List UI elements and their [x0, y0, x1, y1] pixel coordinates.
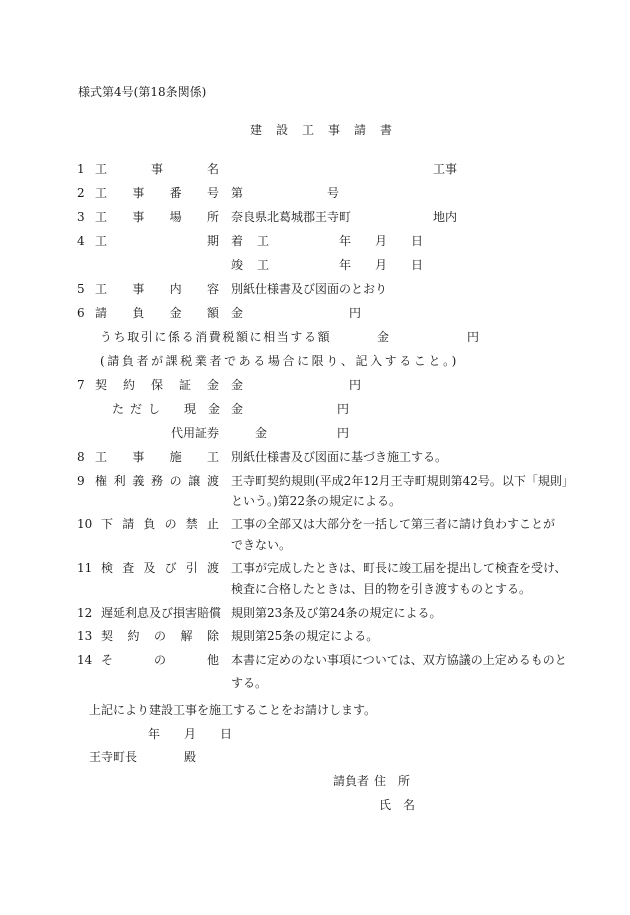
completion-month: 月: [375, 258, 388, 272]
item-text-line: 工事が完成したときは、町長に竣工届を提出して検査を受け、: [231, 561, 567, 575]
item-label: 契 約 の 解 除: [101, 629, 219, 643]
item-label: そ の 他: [101, 653, 219, 667]
item-number: 13: [77, 629, 93, 643]
item-number: 5: [77, 282, 85, 296]
name-label: 氏 名: [379, 798, 416, 812]
item-value: 別紙仕様書及び図面に基づき施工する。: [231, 450, 448, 464]
proviso-yen: 円: [337, 402, 350, 416]
item-text-line: 検査に合格したときは、目的物を引き渡すものとする。: [231, 582, 532, 596]
address-label: 住 所: [374, 774, 411, 788]
start-year: 年: [339, 234, 352, 248]
item-label: 工 事 内 容: [95, 282, 219, 296]
addressee: 王寺町長: [89, 750, 138, 764]
date-day: 日: [220, 727, 233, 741]
bond-yen: 円: [337, 426, 350, 440]
bond-kin: 金: [255, 426, 268, 440]
item-value: 金: [231, 378, 244, 392]
item-number: 10: [77, 517, 93, 531]
tax-label: うち取引に係る消費税額に相当する額: [100, 330, 332, 344]
proviso-kin-2: 金: [231, 402, 244, 416]
yen-unit: 円: [349, 306, 362, 320]
document-title: 建 設 工 事 請 書: [250, 123, 394, 137]
item-label: 工 事 名: [95, 162, 219, 176]
item-value: 奈良県北葛城郡王寺町: [231, 210, 352, 224]
item-label: 工 期: [95, 234, 219, 248]
start-day: 日: [411, 234, 424, 248]
item-suffix: 号: [327, 186, 340, 200]
item-number: 3: [77, 210, 85, 224]
item-value: 規則第23条及び第24条の規定による。: [231, 606, 442, 620]
item-value: 規則第25条の規定による。: [231, 629, 379, 643]
item-value: 別紙仕様書及び図面のとおり: [231, 282, 388, 296]
start-month: 月: [375, 234, 388, 248]
item-label: 契 約 保 証 金: [95, 378, 219, 392]
item-number: 9: [77, 474, 85, 488]
item-number: 8: [77, 450, 85, 464]
proviso-label: ただし 現: [112, 402, 203, 416]
item-text-line: できない。: [231, 538, 292, 552]
item-suffix: 地内: [433, 210, 458, 224]
item-label: 請 負 金 額: [95, 306, 219, 320]
closing-statement: 上記により建設工事を施工することをお請けします。: [89, 703, 377, 717]
item-number: 1: [77, 162, 85, 176]
item-label: 遅延利息及び損害賠償: [101, 606, 222, 620]
item-text-line: する。: [231, 676, 268, 690]
tax-note: (請負者が課税業者である場合に限り、記入すること。): [100, 354, 459, 368]
addressee-honorific: 殿: [184, 750, 197, 764]
start-label: 着 工: [231, 234, 269, 248]
item-text-line: という。)第22条の規定による。: [231, 494, 401, 508]
item-suffix: 工事: [433, 162, 458, 176]
item-label: 検 査 及 び 引 渡: [101, 561, 219, 575]
item-number: 7: [77, 378, 85, 392]
item-number: 14: [77, 653, 93, 667]
item-text-line: 王寺町契約規則(平成2年12月王寺町規則第42号。以下「規則」: [231, 474, 574, 488]
item-label: 下 請 負 の 禁 止: [101, 517, 219, 531]
item-number: 2: [77, 186, 85, 200]
item-text-line: 工事の全部又は大部分を一括して第三者に請け負わすことが: [231, 517, 556, 531]
item-number: 4: [77, 234, 85, 248]
bond-label: 代用証券: [171, 426, 220, 440]
item-label: 工 事 施 工: [95, 450, 219, 464]
item-label: 工 事 番 号: [95, 186, 219, 200]
completion-day: 日: [411, 258, 424, 272]
item-label: 権 利 義 務 の 譲 渡: [95, 474, 219, 488]
completion-year: 年: [339, 258, 352, 272]
tax-yen: 円: [467, 330, 480, 344]
item-value: 金: [231, 306, 244, 320]
item-label: 工 事 場 所: [95, 210, 219, 224]
tax-kin: 金: [377, 330, 390, 344]
form-number: 様式第4号(第18条関係): [78, 85, 207, 99]
item-number: 11: [77, 561, 93, 575]
item-number: 6: [77, 306, 85, 320]
completion-label: 竣 工: [231, 258, 269, 272]
item-value: 第: [231, 186, 244, 200]
contractor-label: 請負者: [333, 774, 370, 788]
item-number: 12: [77, 606, 93, 620]
item-text-line: 本書に定めのない事項については、双方協議の上定めるものと: [231, 653, 567, 667]
proviso-kin: 金: [208, 402, 221, 416]
yen-unit: 円: [349, 378, 362, 392]
date-year: 年: [148, 727, 161, 741]
date-month: 月: [184, 727, 197, 741]
